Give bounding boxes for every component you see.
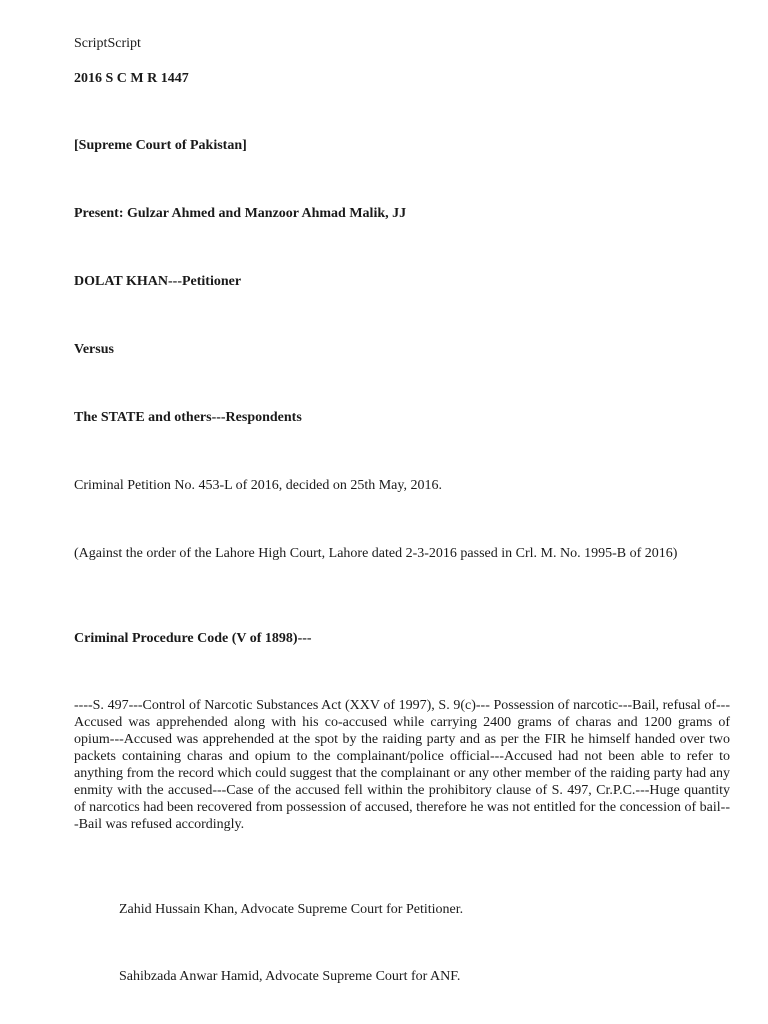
script-label: ScriptScript <box>74 36 141 51</box>
headnote: ----S. 497---Control of Narcotic Substances Act (XXV of 1997), S. 9(c)--- Possession of narcotic---Bail, refusal of---Accused was apprehended along with his co-accused while carrying 2400 grams of charas and 1200 grams of opium---Accused was apprehended at the spot by the raiding party and as per the FIR he himself handed over two packets containing charas and opium to the complainant/police official---Accused had not been able to refer to anything from the record which could suggest that the complainant or any other member of the raiding party had any enmity with the accused---Case of the accused fell within the prohibitory clause of S. 497, Cr.P.C.---Huge quantity of narcotics had been recovered from possession of accused, therefore he was not entitled for the concession of bail---Bail was refused accordingly. <box>74 698 730 832</box>
respondents: The STATE and others---Respondents <box>74 410 302 425</box>
citation: 2016 S C M R 1447 <box>74 71 189 86</box>
counsel-anf: Sahibzada Anwar Hamid, Advocate Supreme Court for ANF. <box>119 969 461 984</box>
court-name: [Supreme Court of Pakistan] <box>74 138 247 153</box>
petition-info: Criminal Petition No. 453-L of 2016, decided on 25th May, 2016. <box>74 478 442 493</box>
versus: Versus <box>74 342 114 357</box>
counsel-petitioner: Zahid Hussain Khan, Advocate Supreme Court for Petitioner. <box>119 902 464 917</box>
bench: Present: Gulzar Ahmed and Manzoor Ahmad Malik, JJ <box>74 206 407 221</box>
against-order: (Against the order of the Lahore High Court, Lahore dated 2-3-2016 passed in Crl. M. No. 1995-B of 2016) <box>74 546 678 561</box>
petitioner: DOLAT KHAN---Petitioner <box>74 274 242 289</box>
statute-heading: Criminal Procedure Code (V of 1898)--- <box>74 631 312 646</box>
